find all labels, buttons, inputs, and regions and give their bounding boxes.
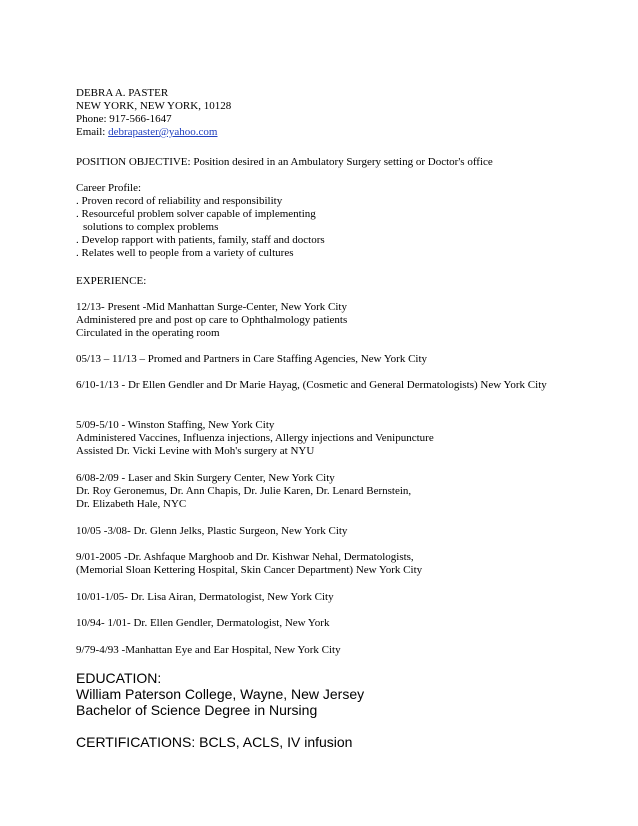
career-profile-heading: Career Profile: — [76, 182, 142, 194]
profile-item: . Develop rapport with patients, family, staff and doctors — [76, 234, 325, 246]
position-objective — [76, 156, 576, 169]
experience-line: 05/13 – 11/13 – Promed and Partners in Care Staffing Agencies, New York City — [76, 353, 428, 365]
email-link[interactable]: debrapaster@yahoo.com — [108, 126, 218, 138]
profile-item: solutions to complex problems — [83, 221, 219, 233]
experience-entry — [76, 644, 576, 657]
experience-line: 5/09-5/10 - Winston Staffing, New York City — [76, 419, 275, 431]
education-heading: EDUCATION: — [76, 670, 162, 686]
objective-text: POSITION OBJECTIVE: Position desired in an Ambulatory Surgery setting or Doctor's office — [76, 156, 493, 168]
experience-entry — [76, 419, 576, 458]
experience-line: 6/08-2/09 - Laser and Skin Surgery Center, New York City — [76, 472, 335, 484]
experience-line: 10/05 -3/08- Dr. Glenn Jelks, Plastic Surgeon, New York City — [76, 525, 348, 537]
certifications-text: CERTIFICATIONS: BCLS, ACLS, IV infusion — [76, 734, 353, 750]
experience-entry — [76, 379, 556, 392]
experience-line: 9/01-2005 -Dr. Ashfaque Marghoob and Dr. Kishwar Nehal, Dermatologists, — [76, 551, 414, 563]
profile-item: . Relates well to people from a variety of cultures — [76, 247, 294, 259]
experience-line: (Memorial Sloan Kettering Hospital, Skin Cancer Department) New York City — [76, 564, 423, 576]
experience-line: Dr. Elizabeth Hale, NYC — [76, 498, 187, 510]
experience-line: 9/79-4/93 -Manhattan Eye and Ear Hospital, New York City — [76, 644, 341, 656]
experience-line: 6/10-1/13 - Dr Ellen Gendler and Dr Marie Hayag, (Cosmetic and General Dermatologists) New York City — [76, 379, 547, 391]
candidate-phone: Phone: 917-566-1647 — [76, 113, 172, 125]
experience-heading-block — [76, 275, 576, 288]
experience-entry — [76, 301, 576, 340]
certifications-section — [76, 734, 576, 750]
contact-header — [76, 87, 576, 139]
experience-line: Assisted Dr. Vicki Levine with Moh's surgery at NYU — [76, 445, 315, 457]
experience-entry — [76, 525, 576, 538]
experience-line: Dr. Roy Geronemus, Dr. Ann Chapis, Dr. Julie Karen, Dr. Lenard Bernstein, — [76, 485, 412, 497]
education-degree: Bachelor of Science Degree in Nursing — [76, 702, 318, 718]
experience-entry — [76, 591, 576, 604]
experience-entry — [76, 551, 576, 577]
email-label: Email: — [76, 126, 109, 138]
experience-line: Administered Vaccines, Influenza injections, Allergy injections and Venipuncture — [76, 432, 434, 444]
education-school: William Paterson College, Wayne, New Jersey — [76, 686, 365, 702]
experience-line: 10/01-1/05- Dr. Lisa Airan, Dermatologist, New York City — [76, 591, 334, 603]
experience-entry — [76, 617, 576, 630]
experience-line: Circulated in the operating room — [76, 327, 220, 339]
experience-line: 12/13- Present -Mid Manhattan Surge-Center, New York City — [76, 301, 347, 313]
profile-item: . Resourceful problem solver capable of implementing — [76, 208, 316, 220]
experience-entry — [76, 353, 576, 366]
experience-line: Administered pre and post op care to Ophthalmology patients — [76, 314, 348, 326]
experience-entry — [76, 472, 576, 511]
education-section — [76, 670, 576, 718]
candidate-location: NEW YORK, NEW YORK, 10128 — [76, 100, 232, 112]
candidate-email-line — [76, 126, 576, 139]
career-profile — [76, 182, 576, 260]
experience-line: 10/94- 1/01- Dr. Ellen Gendler, Dermatologist, New York — [76, 617, 330, 629]
experience-heading: EXPERIENCE: — [76, 275, 147, 287]
profile-item: . Proven record of reliability and responsibility — [76, 195, 283, 207]
candidate-name: DEBRA A. PASTER — [76, 87, 169, 99]
